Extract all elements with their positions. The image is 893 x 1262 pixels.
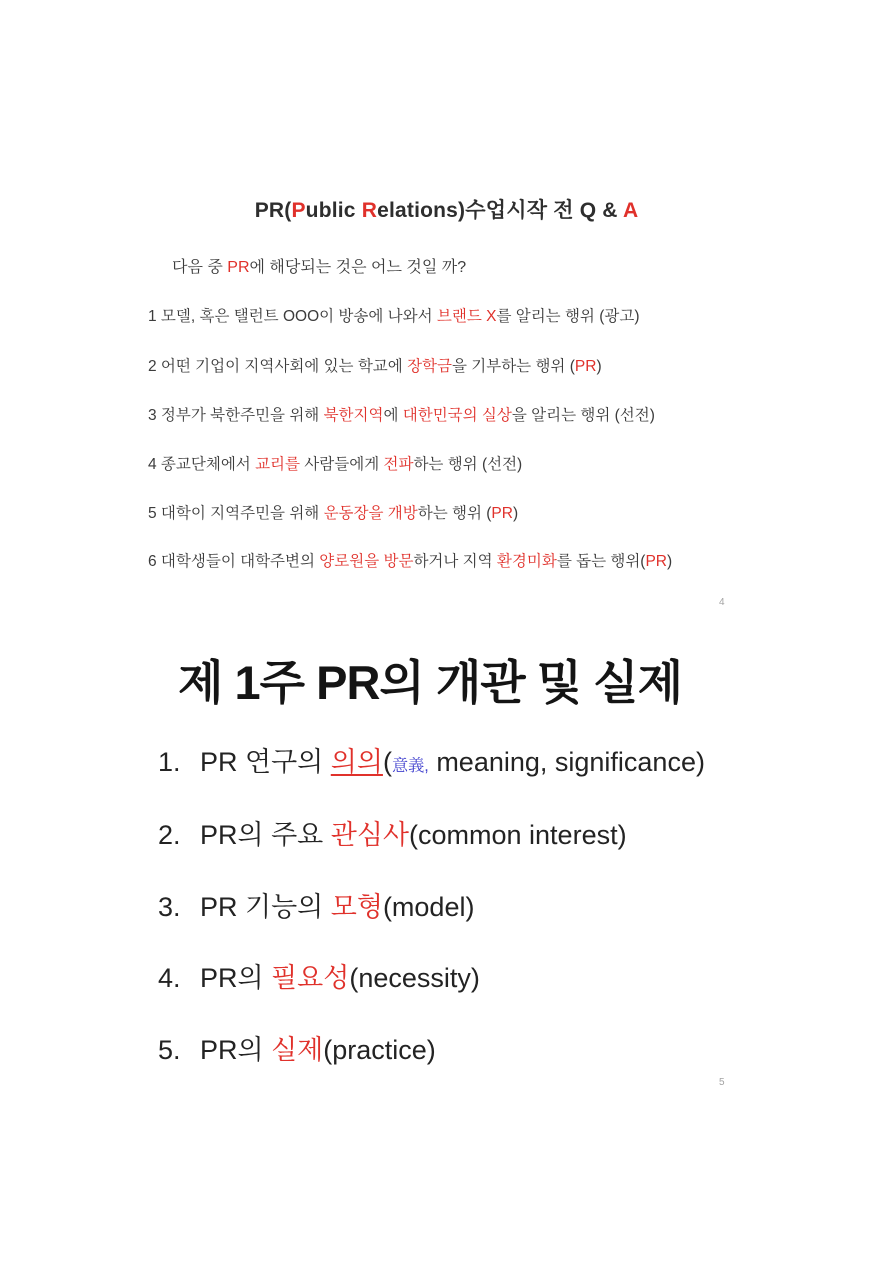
outline-item-text: PR 연구의 의의(意義, meaning, significance) [200,747,705,777]
quiz-item-3: 3 정부가 북한주민을 위해 북한지역에 대한민국의 실상을 알리는 행위 (선전) [148,407,655,424]
quiz-item-2: 2 어떤 기업이 지역사회에 있는 학교에 장학금을 기부하는 행위 (PR) [148,358,602,375]
slide1-title: PR(Public Relations)수업시작 전 Q & A [254,199,639,222]
outline-item-number: 5. [158,1035,181,1065]
page-number-slide2: 5 [719,1077,725,1088]
outline-item-text: PR의 주요 관심사(common interest) [200,820,627,850]
outline-item-2 [158,813,627,852]
quiz-item-4: 4 종교단체에서 교리를 사람들에게 전파하는 행위 (선전) [148,456,523,473]
lecture-heading: 제 1주 PR의 개관 및 실제 [178,656,682,709]
quiz-item-5: 5 대학이 지역주민을 위해 운동장을 개방하는 행위 (PR) [148,505,519,522]
outline-item-number: 1. [158,747,181,777]
outline-item-text: PR의 실제(practice) [200,1035,436,1065]
outline-item-text: PR의 필요성(necessity) [200,963,480,993]
outline-item-4 [158,956,480,995]
page-number-slide1: 4 [719,597,725,608]
outline-item-text: PR 기능의 모형(model) [200,892,475,922]
outline-item-1 [158,740,705,779]
quiz-question: 다음 중 PR에 해당되는 것은 어느 것일 까? [172,259,467,276]
outline-item-number: 3. [158,892,181,922]
quiz-item-6: 6 대학생들이 대학주변의 양로원을 방문하거나 지역 환경미화를 돕는 행위(PR) [148,553,673,570]
outline-item-3 [158,885,474,924]
outline-item-5 [158,1028,436,1067]
quiz-item-1: 1 모델, 혹은 탤런트 OOO이 방송에 나와서 브랜드 X를 알리는 행위 (광고) [148,308,640,325]
outline-item-number: 2. [158,820,181,850]
outline-item-number: 4. [158,963,181,993]
